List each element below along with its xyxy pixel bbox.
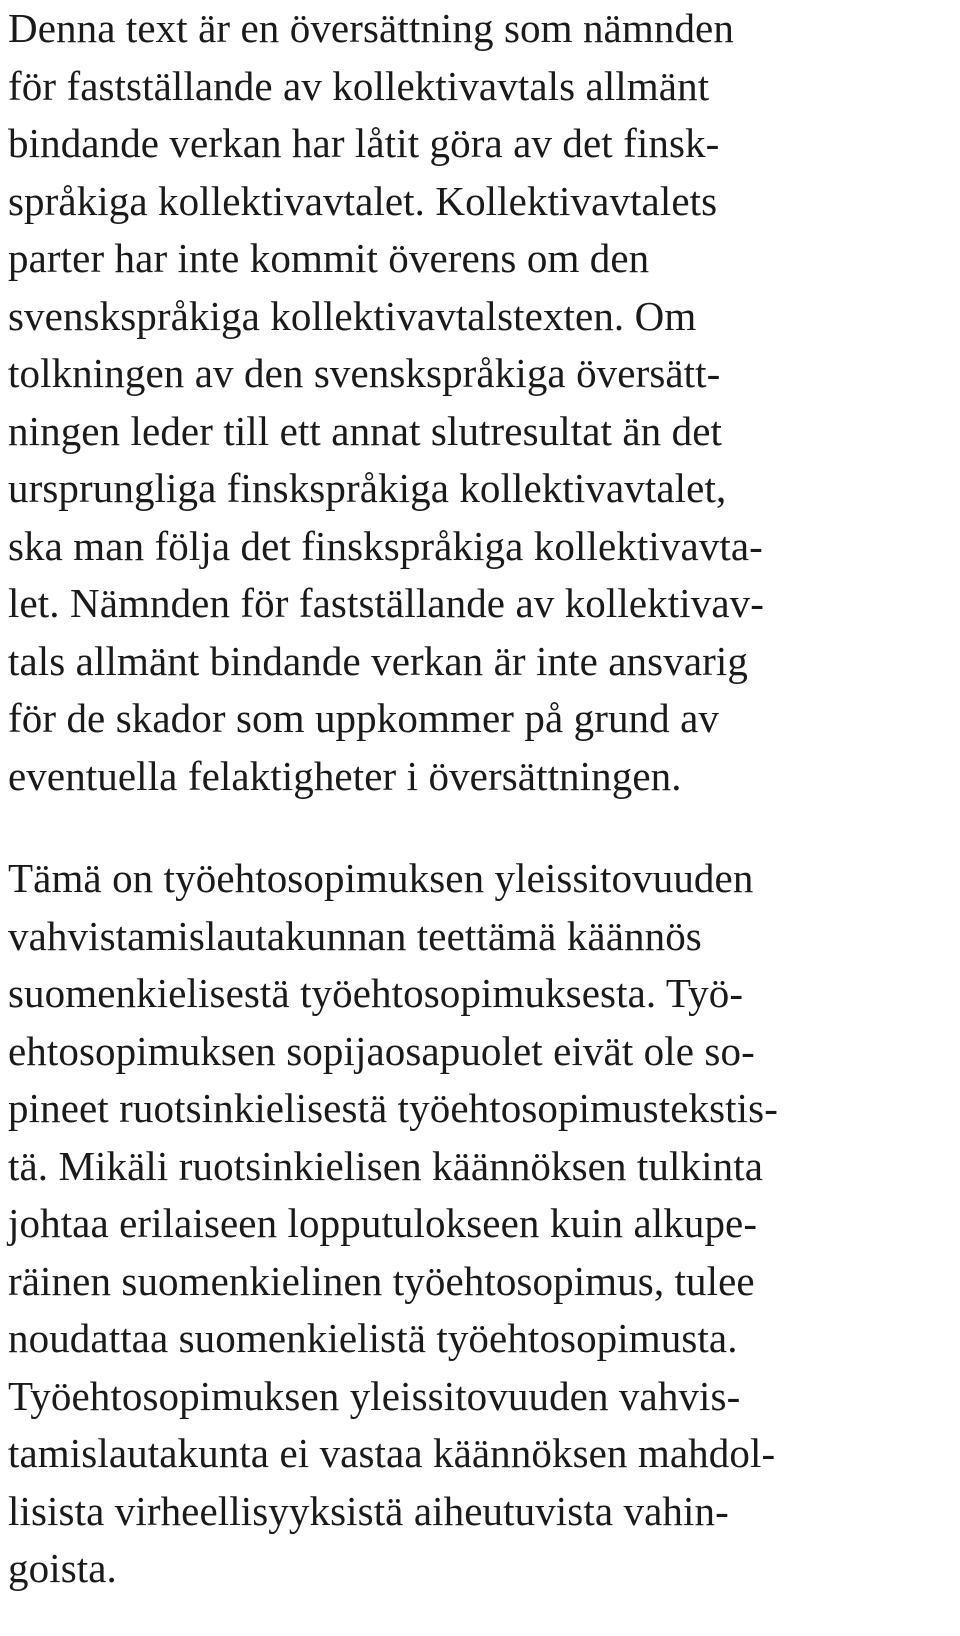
paragraph-line: ningen leder till ett annat slutresultat än det — [8, 407, 723, 454]
paragraph-line: ska man följa det finskspråkiga kollektivavta- — [8, 522, 763, 569]
paragraph-line: ehtosopimuksen sopijaosapuolet eivät ole so- — [8, 1027, 755, 1074]
paragraph-line: parter har inte kommit överens om den — [8, 235, 650, 281]
paragraph-line: lisista virheellisyyksistä aiheutuvista vahin- — [8, 1487, 729, 1534]
paragraph-line: Tämä on työehtosopimuksen yleissitovuuden — [8, 855, 754, 901]
paragraph-line: tamislautakunta ei vastaa käännöksen mahdol- — [8, 1430, 776, 1476]
paragraph-line: tolkningen av den svenskspråkiga översätt- — [8, 350, 721, 396]
paragraph-line: suomenkielisestä työehtosopimuksesta. Työ- — [8, 970, 744, 1016]
paragraph-line: let. Nämnden för fastställande av kollektivav- — [8, 580, 765, 626]
paragraph-line: Työehtosopimuksen yleissitovuuden vahvis- — [8, 1372, 741, 1419]
paragraph-line: tals allmänt bindande verkan är inte ansvarig — [8, 637, 748, 684]
paragraph-line: räinen suomenkielinen työehtosopimus, tulee — [8, 1257, 755, 1304]
paragraph-line: för fastställande av kollektivavtals allmänt — [8, 62, 710, 109]
paragraph-line: vahvistamislautakunnan teettämä käännös — [8, 912, 702, 959]
paragraph-line: ursprungliga finskspråkiga kollektivavtalet, — [8, 465, 727, 511]
paragraph-line: för de skador som uppkommer på grund av — [8, 695, 719, 741]
swedish-disclaimer-paragraph — [8, 0, 956, 805]
paragraph-line: språkiga kollektivavtalet. Kollektivavtalets — [8, 177, 718, 224]
document-page — [8, 0, 956, 1598]
paragraph-line: johtaa erilaiseen lopputulokseen kuin alkupe- — [8, 1200, 758, 1246]
paragraph-line: goista. — [8, 1545, 117, 1591]
paragraph-spacer — [8, 805, 956, 850]
paragraph-line: pineet ruotsinkielisestä työehtosopimustekstis- — [8, 1085, 778, 1131]
paragraph-line: Denna text är en översättning som nämnden — [8, 5, 734, 51]
paragraph-line: bindande verkan har låtit göra av det finsk- — [8, 120, 720, 166]
paragraph-line: noudattaa suomenkielistä työehtosopimusta. — [8, 1315, 738, 1361]
finnish-disclaimer-paragraph — [8, 850, 956, 1598]
paragraph-line: tä. Mikäli ruotsinkielisen käännöksen tulkinta — [8, 1142, 763, 1189]
paragraph-line: svenskspråkiga kollektivavtalstexten. Om — [8, 292, 697, 339]
paragraph-line: eventuella felaktigheter i översättningen. — [8, 752, 682, 799]
